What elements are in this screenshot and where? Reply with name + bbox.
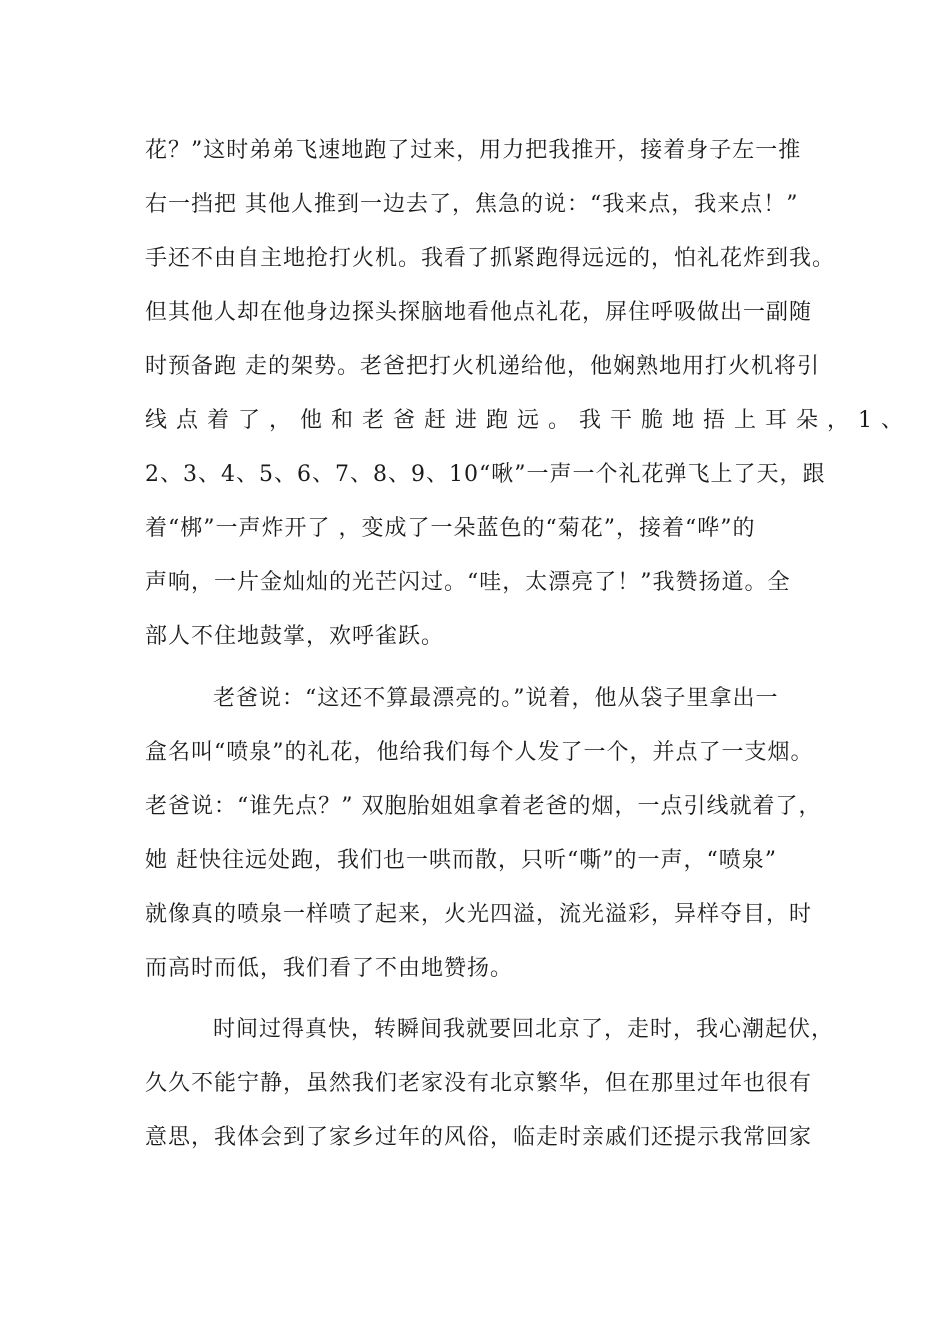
text-line-16: 而高时而低，我们看了不由地赞扬。	[145, 956, 514, 981]
text-line-12: 盒名叫“喷泉”的礼花，他给我们每个人发了一个，并点了一支烟。	[145, 740, 814, 765]
text-line-4: 但其他人却在他身边探头探脑地看他点礼花，屏住呼吸做出一副随	[145, 300, 813, 325]
text-line-14: 她 赶快往远处跑，我们也一哄而散，只听“嘶”的一声，“喷泉”	[145, 848, 777, 873]
text-line-17: 时间过得真快，转瞬间我就要回北京了，走时，我心潮起伏，	[213, 1017, 835, 1042]
text-line-2: 右一挡把 其他人推到一边去了，焦急的说：“我来点，我来点！”	[145, 192, 799, 217]
text-line-1: 花？”这时弟弟飞速地跑了过来，用力把我推开，接着身子左一推	[145, 138, 802, 163]
text-line-8: 着“梆”一声炸开了 ，变成了一朵蓝色的“菊花”，接着“哗”的	[145, 516, 756, 541]
text-line-5: 时预备跑 走的架势。老爸把打火机递给他，他娴熟地用打火机将引	[145, 354, 820, 379]
text-line-9: 声响，一片金灿灿的光芒闪过。“哇，太漂亮了！”我赞扬道。全	[145, 570, 791, 595]
text-line-18: 久久不能宁静，虽然我们老家没有北京繁华，但在那里过年也很有	[145, 1071, 813, 1096]
text-line-6: 线点着了，他和老爸赶进跑远。我干脆地捂上耳朵，1、	[145, 408, 912, 433]
text-line-3: 手还不由自主地抢打火机。我看了抓紧跑得远远的，怕礼花炸到我。	[145, 246, 836, 271]
text-line-19: 意思，我体会到了家乡过年的风俗，临走时亲戚们还提示我常回家	[145, 1125, 813, 1150]
text-line-7: 2、3、4、5、6、7、8、9、10“啾”一声一个礼花弹飞上了天，跟	[145, 462, 826, 487]
text-line-13: 老爸说：“谁先点？” 双胞胎姐姐拿着老爸的烟，一点引线就着了，	[145, 794, 822, 819]
text-line-15: 就像真的喷泉一样喷了起来，火光四溢，流光溢彩，异样夺目，时	[145, 902, 813, 927]
text-line-11: 老爸说：“这还不算最漂亮的。”说着，他从袋子里拿出一	[213, 686, 779, 711]
text-line-10: 部人不住地鼓掌，欢呼雀跃。	[145, 624, 445, 649]
